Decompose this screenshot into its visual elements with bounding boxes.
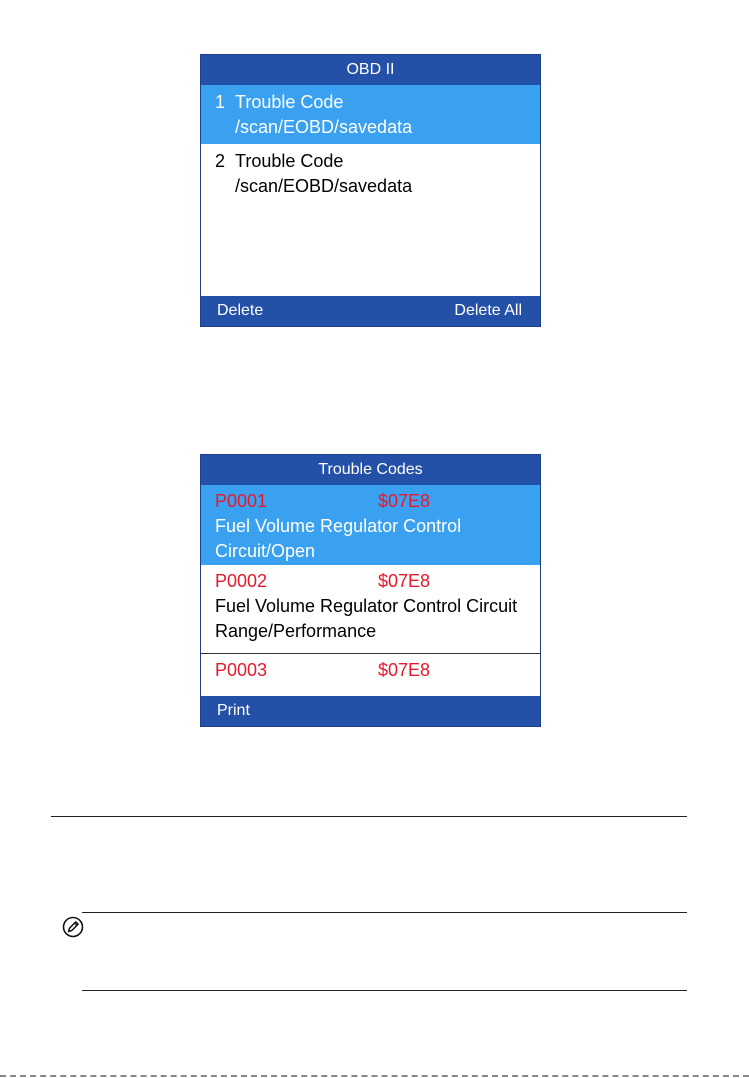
list-item[interactable] (201, 85, 540, 144)
function-bar (201, 696, 540, 726)
delete-all-button[interactable]: Delete All (454, 302, 522, 319)
item-title: Trouble Code (235, 151, 344, 171)
item-title: Trouble Code (235, 92, 344, 112)
item-number: 1 (215, 92, 226, 112)
section-divider (51, 816, 687, 817)
pencil-note-icon (62, 916, 84, 938)
print-button[interactable]: Print (217, 702, 250, 719)
trouble-code-row[interactable] (201, 565, 540, 654)
list-item[interactable] (201, 144, 540, 203)
dtc-code: P0003 (215, 660, 268, 680)
trouble-code-row[interactable] (201, 485, 540, 565)
note-top-divider (82, 912, 687, 913)
item-number: 2 (215, 151, 226, 171)
note-bottom-divider (82, 990, 687, 991)
dtc-description: Circuit/Open (215, 541, 316, 561)
ecu-id: $07E8 (378, 660, 431, 680)
screen-title: Trouble Codes (201, 455, 540, 485)
delete-button[interactable]: Delete (217, 302, 264, 319)
obd-ii-screen (200, 54, 541, 327)
dtc-code: P0002 (215, 571, 268, 591)
trouble-code-row[interactable] (201, 654, 540, 687)
trouble-codes-screen (200, 454, 541, 727)
page-edge-divider (0, 1075, 749, 1077)
dtc-code: P0001 (215, 491, 268, 511)
ecu-id: $07E8 (378, 491, 431, 511)
item-path: /scan/EOBD/savedata (235, 176, 413, 196)
screen-title: OBD II (201, 55, 540, 85)
function-bar (201, 296, 540, 326)
dtc-description: Fuel Volume Regulator Control (215, 516, 462, 536)
dtc-description: Range/Performance (215, 621, 377, 641)
item-path: /scan/EOBD/savedata (235, 117, 413, 137)
ecu-id: $07E8 (378, 571, 431, 591)
dtc-description: Fuel Volume Regulator Control Circuit (215, 596, 518, 616)
